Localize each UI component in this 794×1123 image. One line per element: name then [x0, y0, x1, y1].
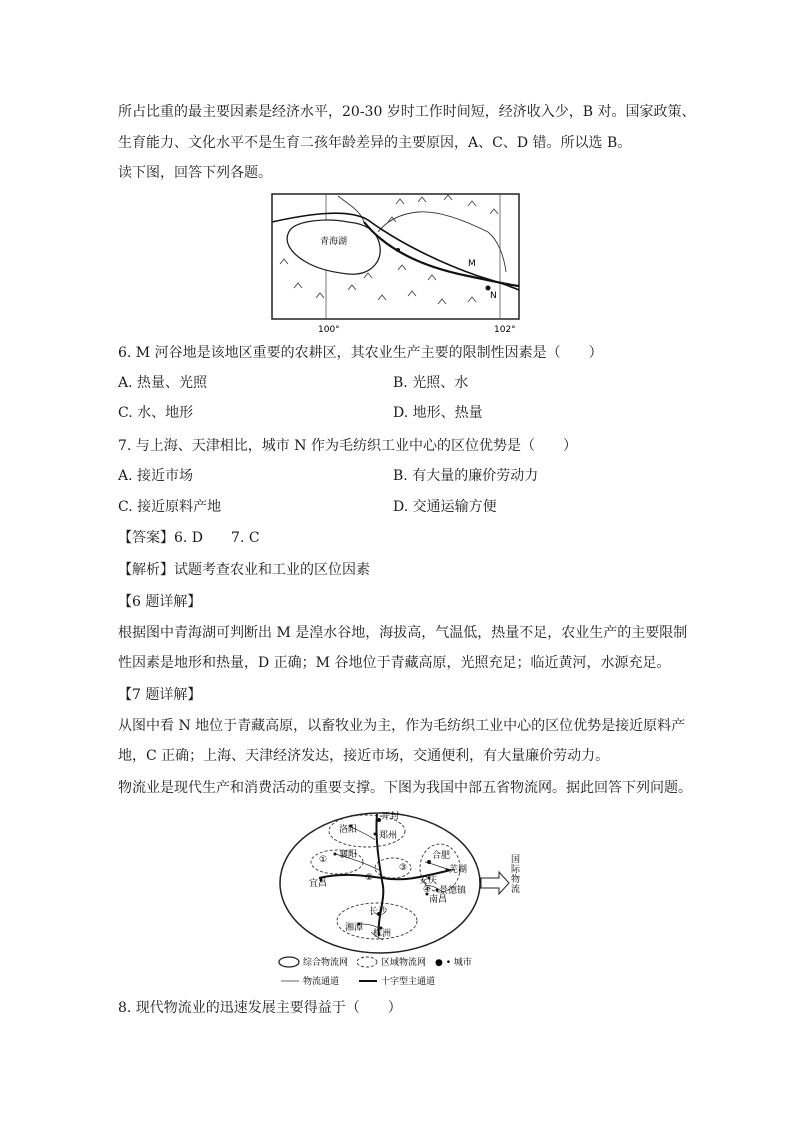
question-6: 6. M 河谷地是该地区重要的农耕区，其农业生产主要的限制性因素是（ ）: [118, 345, 603, 361]
city-kaifeng: 开封: [381, 812, 400, 822]
lake-label: 青海湖: [320, 237, 348, 247]
legend-regional: 区域物流网: [381, 958, 427, 968]
legend-cross: 十字型主通道: [381, 977, 436, 987]
city-anqing: 安庆: [419, 876, 438, 886]
legend-comprehensive: 综合物流网: [303, 958, 349, 968]
text-line: 读下图，回答下列各题。: [118, 165, 272, 181]
explanation-7: 从图中看 N 地位于青藏高原，以畜牧业为主，作为毛纺织工业中心的区位优势是接近原料产: [118, 718, 686, 734]
city-zhengzhou: 郑州: [379, 831, 398, 841]
legend-city: ● • 城市: [435, 958, 472, 968]
answer-line: 【答案】6. D 7. C: [118, 530, 260, 546]
text-line: 生育能力、文化水平不是生育二孩年龄差异的主要原因，A、C、D 错。所以选 B。: [118, 135, 632, 151]
analysis-line: 【解析】试题考查农业和工业的区位因素: [118, 562, 370, 578]
option-6b: B. 光照、水: [393, 375, 469, 391]
region-2: ②: [365, 873, 374, 883]
region-1: ①: [319, 855, 328, 865]
city-wuhu: 芜湖: [449, 865, 468, 875]
lon-100-label: 100°: [318, 325, 340, 334]
subheading-7: 【7 题详解】: [118, 687, 202, 703]
option-7b: B. 有大量的廉价劳动力: [393, 468, 539, 484]
explanation-6: 性因素是地形和热量，D 正确；M 谷地位于青藏高原，光照充足；临近黄河，水源充足。: [118, 655, 671, 671]
n-label: N: [490, 291, 497, 301]
text-line: 所占比重的最主要因素是经济水平，20-30 岁时工作时间短，经济收入少，B 对。国家政策、: [118, 104, 696, 120]
city-luoyang: 洛阳: [339, 825, 358, 835]
city-xiangyang: 襄阳: [339, 850, 358, 860]
subheading-6: 【6 题详解】: [118, 594, 202, 610]
question-7: 7. 与上海、天津相比，城市 N 作为毛纺织工业中心的区位优势是（ ）: [118, 438, 577, 454]
question-8: 8. 现代物流业的迅速发展主要得益于（ ）: [118, 1000, 402, 1016]
legend-channel: 物流通道: [303, 977, 340, 987]
explanation-7: 地，C 正确；上海、天津经济发达，接近市场，交通便利，有大量廉价劳动力。: [118, 748, 610, 764]
city-nanchang: 南昌: [429, 895, 448, 905]
city-xiangtan: 湘潭: [345, 923, 364, 933]
city-zhuzhou: 株洲: [373, 929, 392, 939]
option-7a: A. 接近市场: [118, 468, 194, 484]
lon-102-label: 102°: [494, 325, 516, 334]
city-hefei: 合肥: [432, 851, 451, 861]
city-yichang: 宜昌: [309, 879, 328, 889]
option-7c: C. 接近原料产地: [118, 499, 222, 515]
option-7d: D. 交通运输方便: [393, 499, 497, 515]
city-changsha: 长沙: [369, 907, 388, 917]
logistics-map-figure: [275, 806, 525, 991]
option-6d: D. 地形、热量: [393, 405, 483, 421]
text-line: 物流业是现代生产和消费活动的重要支撑。下图为我国中部五省物流网。据此回答下列问题。: [118, 780, 692, 796]
city-jingdezhen: 景德镇: [439, 886, 467, 896]
m-label: M: [468, 259, 476, 269]
region-3: ③: [399, 863, 408, 873]
option-6a: A. 热量、光照: [118, 375, 208, 391]
arrow-label: 国际物流: [511, 855, 521, 895]
qinghai-map-figure: [268, 192, 524, 334]
explanation-6: 根据图中青海湖可判断出 M 是湟水谷地，海拔高，气温低，热量不足，农业生产的主要限制: [118, 625, 688, 641]
option-6c: C. 水、地形: [118, 405, 194, 421]
region-4: ④: [423, 885, 432, 895]
